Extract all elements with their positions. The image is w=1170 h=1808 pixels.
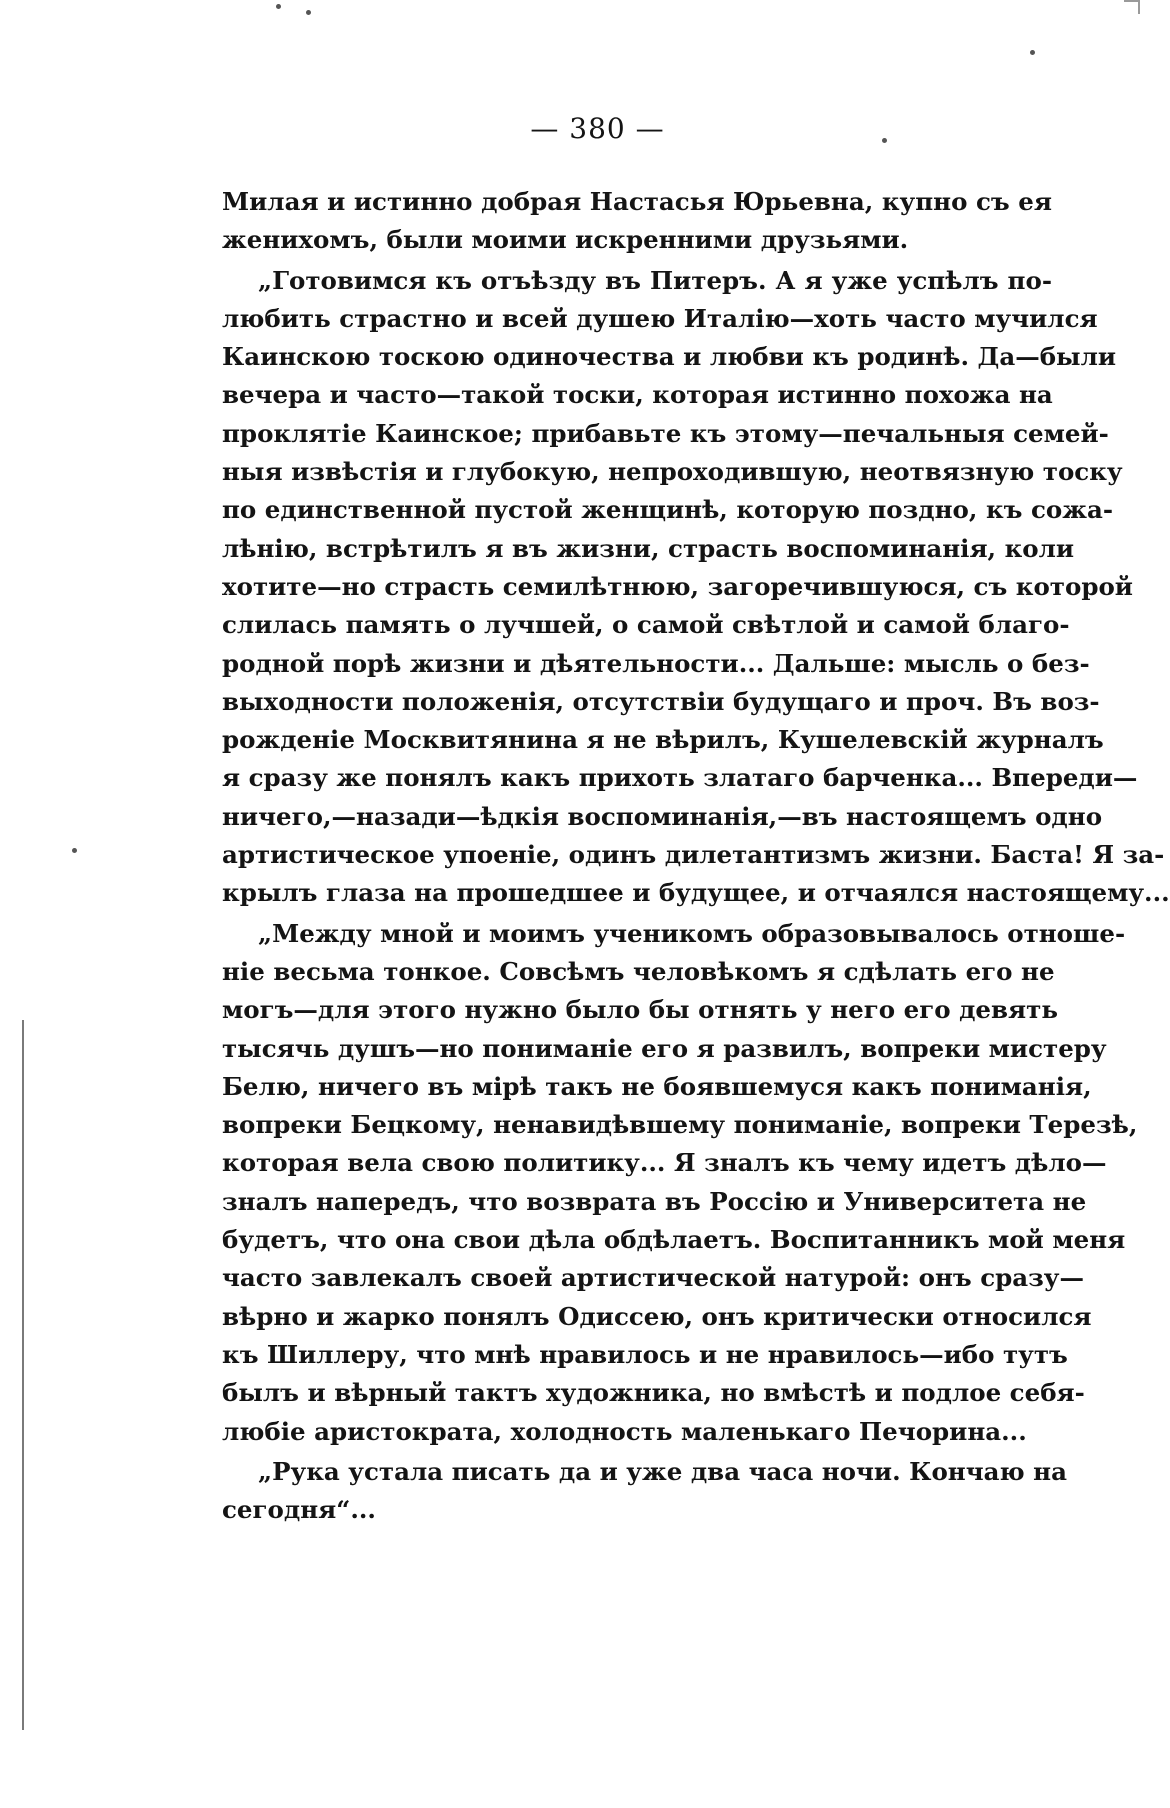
text-line: артистическое упоеніе, одинъ дилетантизмъ жизни. Баста! Я за-	[222, 840, 1165, 870]
text-line: слилась память о лучшей, о самой свѣтлой и самой благо-	[222, 610, 1070, 640]
text-line: былъ и вѣрный тактъ художника, но вмѣстѣ и подлое себя-	[222, 1378, 1085, 1408]
paragraph-start-line: „Готовимся къ отъѣзду въ Питеръ. А я уже успѣлъ по-	[258, 265, 1052, 295]
page-number: — 380 —	[530, 112, 665, 145]
text-line: я сразу же понялъ какъ прихоть златаго барченка... Впереди—	[222, 763, 1138, 793]
text-line: любіе аристократа, холодность маленькаго Печорина...	[222, 1416, 1027, 1446]
text-line: будетъ, что она свои дѣла обдѣлаетъ. Воспитанникъ мой меня	[222, 1225, 1126, 1255]
scan-speck	[1030, 50, 1035, 55]
text-line: крылъ глаза на прошедшее и будущее, и отчаялся настоящему...	[222, 878, 1170, 908]
text-line: ныя извѣстія и глубокую, непроходившую, неотвязную тоску	[222, 457, 1123, 487]
text-line: проклятіе Каинское; прибавьте къ этому—печальныя семей-	[222, 418, 1109, 448]
text-line: рожденіе Москвитянина я не вѣрилъ, Кушелевскій журналъ	[222, 725, 1104, 755]
text-line: вечера и часто—такой тоски, которая истинно похожа на	[222, 380, 1053, 410]
scan-speck	[276, 4, 281, 9]
text-line: вопреки Бецкому, ненавидѣвшему пониманіе, вопреки Терезѣ,	[222, 1110, 1138, 1140]
text-line: хотите—но страсть семилѣтнюю, загоречившуюся, съ которой	[222, 571, 1133, 601]
text-line: которая вела свою политику... Я зналъ къ чему идетъ дѣло—	[222, 1148, 1107, 1178]
text-line: женихомъ, были моими искренними друзьями.	[222, 225, 909, 255]
text-line: Каинскою тоскою одиночества и любви къ родинѣ. Да—были	[222, 342, 1117, 372]
text-line: ничего,—назади—ѣдкія воспоминанія,—въ настоящемъ одно	[222, 801, 1103, 831]
text-line: сегодня“...	[222, 1495, 376, 1525]
text-line: могъ—для этого нужно было бы отнять у него его девять	[222, 995, 1058, 1025]
text-line: лѣнію, встрѣтилъ я въ жизни, страсть воспоминанія, коли	[222, 533, 1075, 563]
text-line: тысячь душъ—но пониманіе его я развилъ, вопреки мистеру	[222, 1033, 1107, 1063]
text-line: Белю, ничего въ мірѣ такъ не боявшемуся какъ пониманія,	[222, 1071, 1092, 1101]
text-line: по единственной пустой женщинѣ, которую поздно, къ сожа-	[222, 495, 1114, 525]
text-line: часто завлекалъ своей артистической натурой: онъ сразу—	[222, 1263, 1084, 1293]
scan-corner-mark	[1124, 0, 1140, 14]
text-line: къ Шиллеру, что мнѣ нравилось и не нравилось—ибо тутъ	[222, 1339, 1068, 1369]
paragraph-start-line: „Между мной и моимъ ученикомъ образовывалось отноше-	[258, 918, 1126, 948]
text-line: любить страстно и всей душею Италію—хоть часто мучился	[222, 303, 1098, 333]
text-line: родной порѣ жизни и дѣятельности... Дальше: мысль о без-	[222, 648, 1090, 678]
paragraph-start-line: „Рука устала писать да и уже два часа ночи. Кончаю на	[258, 1456, 1067, 1486]
text-line: вѣрно и жарко понялъ Одиссею, онъ критически относился	[222, 1301, 1092, 1331]
page-text	[222, 183, 1170, 1529]
text-line: зналъ напередъ, что возврата въ Россію и Университета не	[222, 1186, 1087, 1216]
scan-speck	[306, 10, 311, 15]
scan-margin-rule	[22, 1020, 24, 1730]
text-line: Милая и истинно добрая Настасья Юрьевна, купно съ ея	[222, 187, 1052, 216]
text-line: ніе весьма тонкое. Совсѣмъ человѣкомъ я сдѣлать его не	[222, 956, 1055, 986]
scan-speck	[72, 848, 77, 853]
text-line: выходности положенія, отсутствіи будущаго и проч. Въ воз-	[222, 686, 1100, 716]
